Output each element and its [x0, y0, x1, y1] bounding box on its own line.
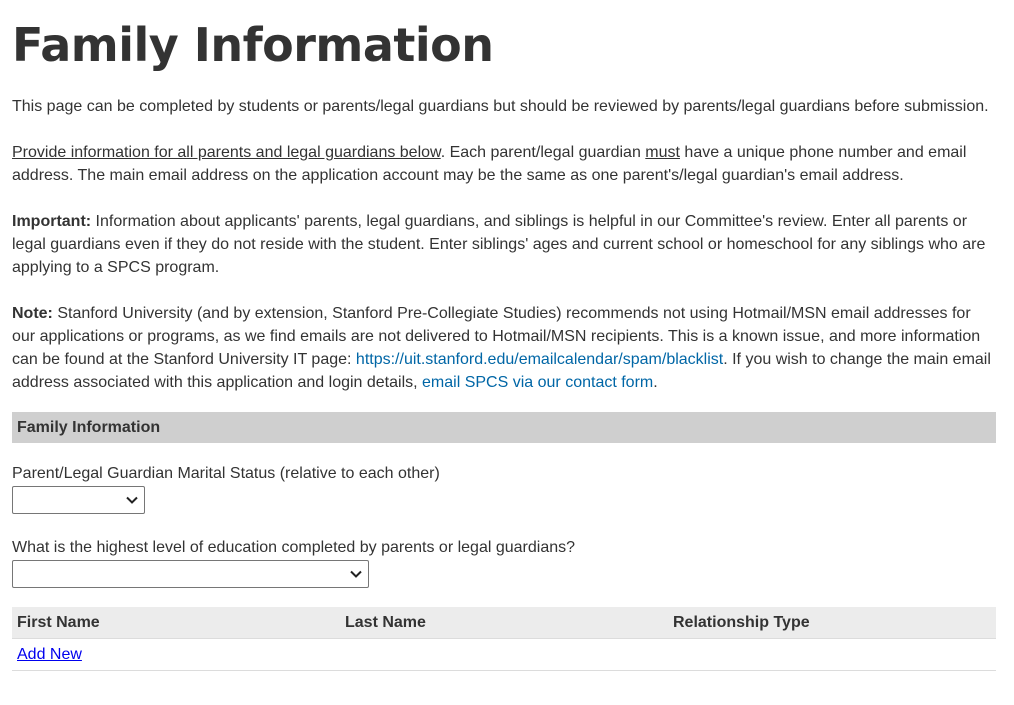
intro-paragraph: This page can be completed by students or parents/legal guardians but should be reviewed by parents/legal guardians before submission.	[12, 98, 989, 115]
chevron-down-icon	[350, 570, 362, 578]
column-header-first-name: First Name	[17, 614, 100, 631]
important-text: Information about applicants' parents, legal guardians, and siblings is helpful in our Committee's review. Enter all parents or legal guardians even if they do not reside with the student. Enter siblings' ages and current school or homeschool for any siblings who are applying to a SPCS program.	[12, 213, 986, 276]
education-level-label: What is the highest level of education completed by parents or legal guardians?	[12, 539, 576, 556]
education-level-select[interactable]	[12, 560, 369, 588]
note-label: Note:	[12, 305, 53, 322]
column-header-last-name: Last Name	[345, 614, 426, 631]
note-text-3: .	[653, 374, 658, 391]
important-label: Important:	[12, 213, 92, 230]
table-footer-row	[12, 639, 996, 671]
important-paragraph	[12, 210, 996, 279]
note-paragraph	[12, 302, 996, 394]
chevron-down-icon	[126, 496, 138, 504]
family-information-section-header: Family Information	[12, 412, 996, 443]
table-header-row	[12, 607, 996, 639]
page-title: Family Information	[12, 18, 494, 72]
family-members-table	[12, 607, 996, 671]
stanford-it-blacklist-link[interactable]: https://uit.stanford.edu/emailcalendar/spam/blacklist	[355, 351, 724, 368]
guardian-info-text: . Each parent/legal guardian	[440, 144, 646, 161]
must-emphasis: must	[645, 144, 680, 161]
family-information-page	[12, 0, 996, 671]
guardian-info-emphasis: Provide information for all parents and legal guardians below	[12, 144, 441, 161]
add-new-link[interactable]: Add New	[17, 646, 82, 663]
marital-status-select[interactable]	[12, 486, 145, 514]
marital-status-label: Parent/Legal Guardian Marital Status (relative to each other)	[12, 465, 440, 482]
note-text-2: . If you wish to change the main email address associated with this application and login details,	[12, 351, 991, 391]
note-text-1: Stanford University (and by extension, Stanford Pre-Collegiate Studies) recommends not using Hotmail/MSN email addresses for our applications or programs, as we find emails are not delivered to Hotmail/MSN recipients. This is a known issue, and more information can be found at the Stanford University IT page:	[12, 305, 981, 368]
guardian-info-text-end: have a unique phone number and email address. The main email address on the application account may be the same as one parent's/legal guardian's email address.	[12, 144, 967, 184]
column-header-relationship-type: Relationship Type	[673, 614, 810, 631]
contact-form-link[interactable]: email SPCS via our contact form	[422, 374, 654, 391]
guardian-info-paragraph	[12, 141, 996, 187]
